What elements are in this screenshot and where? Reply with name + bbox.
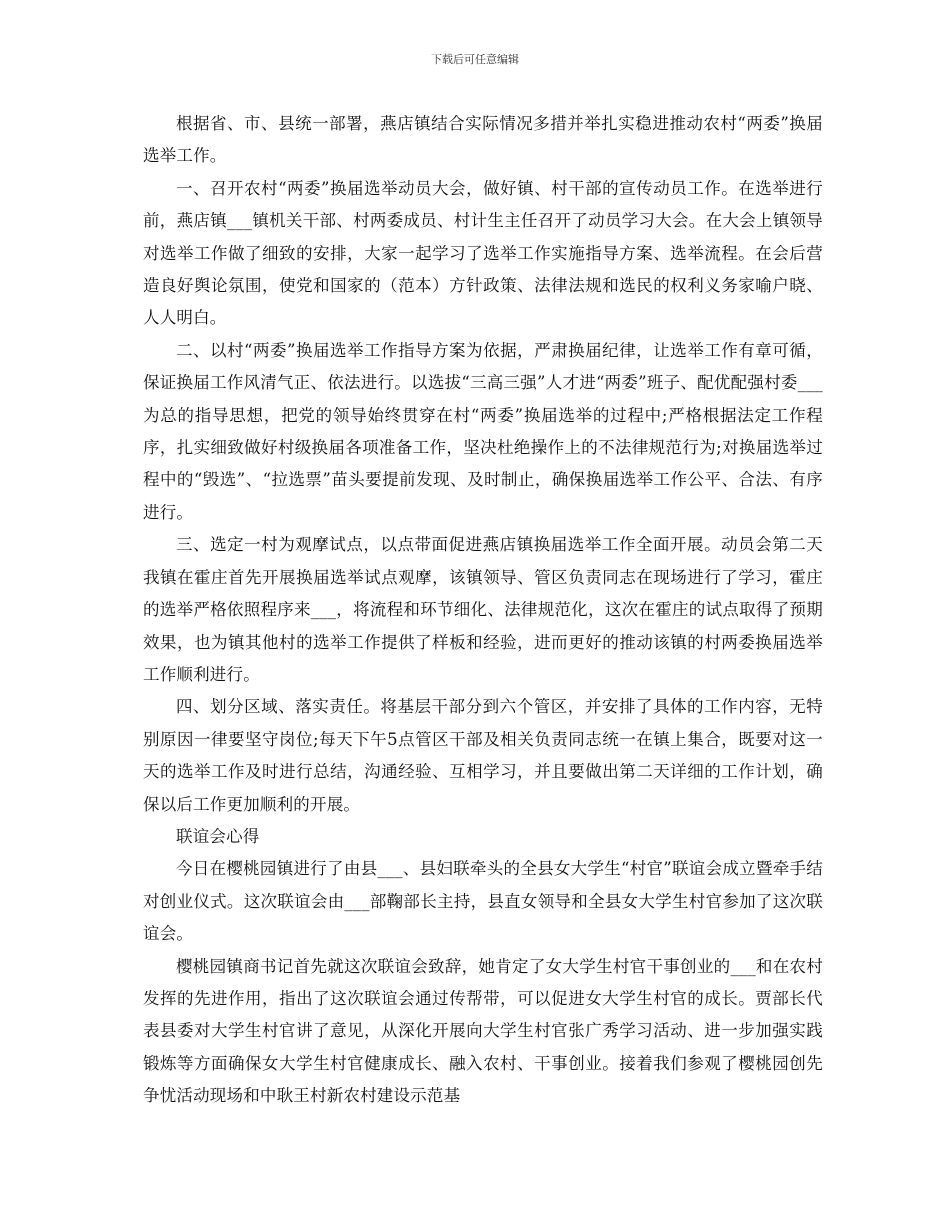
paragraph-section-4: 四、划分区域、落实责任。将基层干部分到六个管区，并安排了具体的工作内容，无特别原因一律要坚守岗位;每天下午5点管区干部及相关负责同志统一在镇上集合，既要对这一天的选举工作及时进行总结，沟通经验、互相学习，并且要做出第二天详细的工作计划，确保以后工作更加顺利的开展。 — [143, 697, 823, 814]
section-heading: 联谊会心得 — [176, 826, 260, 846]
paragraph-lianyi-2: 樱桃园镇商书记首先就这次联谊会致辞，她肯定了女大学生村官干事创业的___和在农村发挥的先进作用，指出了这次联谊会通过传帮带，可以促进女大学生村官的成长。贾部长代表县委对大学生村官讲了意见，从深化开展向大学生村官张广秀学习活动、进一步加强实践锻炼等方面确保女大学生村官健康成长、融入农村、干事创业。接着我们参观了樱桃园创先争忧活动现场和中耿王村新农村建设示范基 — [143, 956, 823, 1106]
paragraph-intro: 根据省、市、县统一部署，燕店镇结合实际情况多措并举扎实稳进推动农村“两委”换届选举工作。 — [143, 114, 823, 166]
page-header: 下载后可任意编辑 — [431, 53, 519, 66]
paragraph-lianyi-1: 今日在樱桃园镇进行了由县___、县妇联牵头的全县女大学生“村官”联谊会成立暨牵手结对创业仪式。这次联谊会由___部鞠部长主持，县直女领导和全县女大学生村官参加了这次联谊会。 — [143, 859, 823, 944]
paragraph-section-2: 二、以村“两委”换届选举工作指导方案为依据，严肃换届纪律，让选举工作有章可循，保证换届工作风清气正、依法进行。以选拔“三高三强”人才进“两委”班子、配优配强村委___为总的指导思想，把党的领导始终贯穿在村“两委”换届选举的过程中;严格根据法定工作程序，扎实细致做好村级换届各项准备工作，坚决杜绝操作上的不法律规范行为;对换届选举过程中的“毁选”、“拉选票”苗头要提前发现、及时制止，确保换届选举工作公平、合法、有序进行。 — [143, 340, 823, 522]
paragraph-section-3: 三、选定一村为观摩试点，以点带面促进燕店镇换届选举工作全面开展。动员会第二天我镇在霍庄首先开展换届选举试点观摩，该镇领导、管区负责同志在现场进行了学习，霍庄的选举严格依照程序来___，将流程和环节细化、法律规范化，这次在霍庄的试点取得了预期效果，也为镇其他村的选举工作提供了样板和经验，进而更好的推动该镇的村两委换届选举工作顺利进行。 — [143, 535, 823, 684]
document-body — [143, 108, 823, 1113]
paragraph-section-1: 一、召开农村“两委”换届选举动员大会，做好镇、村干部的宣传动员工作。在选举进行前，燕店镇___镇机关干部、村两委成员、村计生主任召开了动员学习大会。在大会上镇领导对选举工作做了细致的安排，大家一起学习了选举工作实施指导方案、选举流程。在会后营造良好舆论氛围，使党和国家的（范本）方针政策、法律法规和选民的权利义务家喻户晓、人人明白。 — [143, 178, 823, 328]
